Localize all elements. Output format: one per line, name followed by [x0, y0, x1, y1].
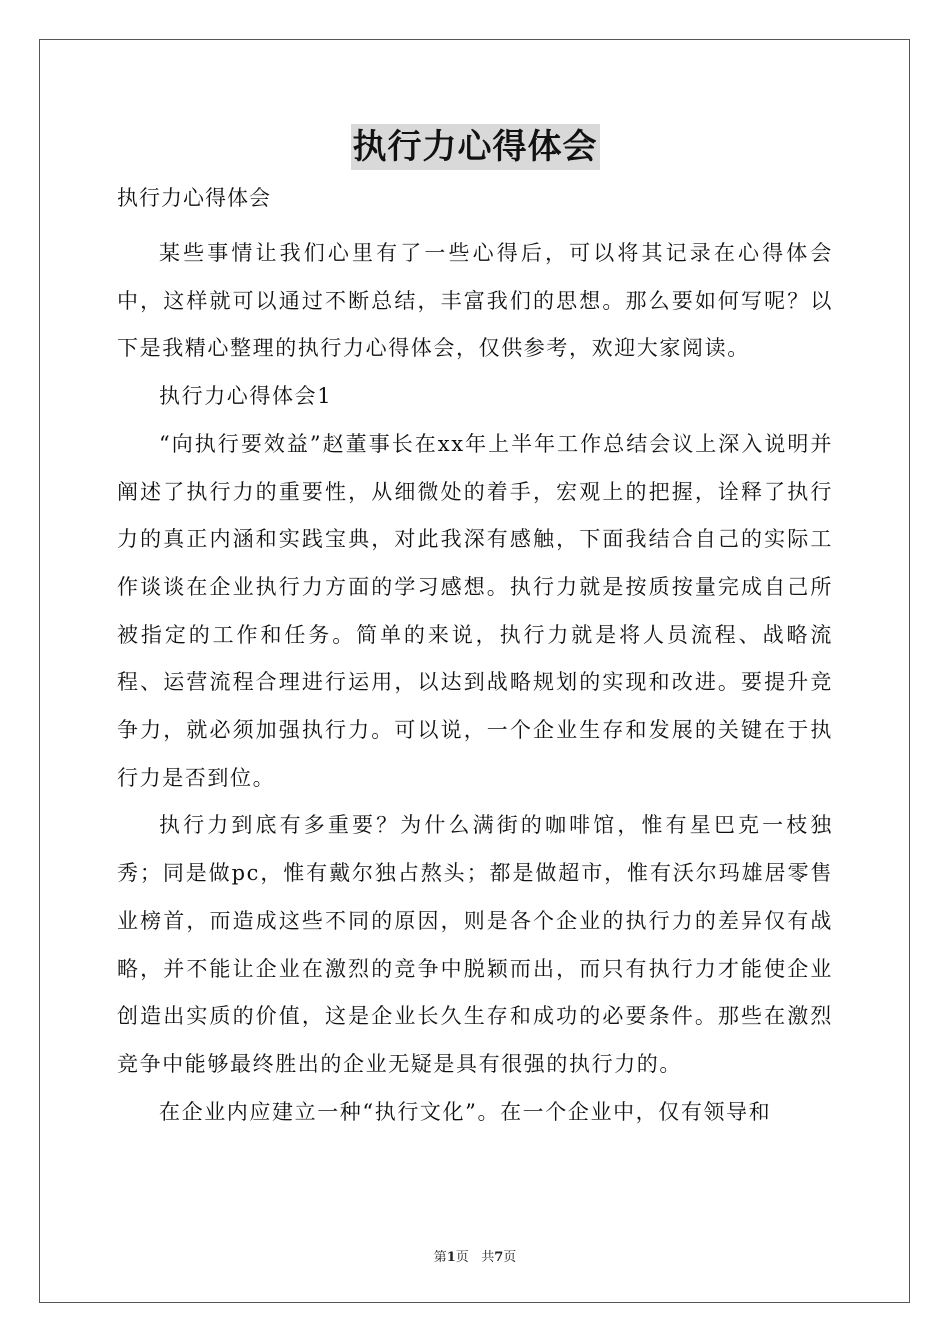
- document-title: 执行力心得体会: [351, 124, 600, 170]
- page-current: 1: [446, 1250, 456, 1265]
- total-suffix: 页: [503, 1250, 517, 1265]
- paragraph-1: “向执行要效益”赵董事长在xx年上半年工作总结会议上深入说明并阐述了执行力的重要性，从细微处的着手，宏观上的把握，诠释了执行力的真正内涵和实践宝典，对此我深有感触，下面我结合自己的实际工作谈谈在企业执行力方面的学习感想。执行力就是按质按量完成自己所被指定的工作和任务。简单的来说，执行力就是将人员流程、战略流程、运营流程合理进行运用，以达到战略规划的实现和改进。要提升竞争力，就必须加强执行力。可以说，一个企业生存和发展的关键在于执行力是否到位。: [117, 431, 833, 790]
- paragraph-3: 在企业内应建立一种“执行文化”。在一个企业中，仅有领导和: [159, 1099, 772, 1124]
- page-total: 7: [494, 1250, 504, 1265]
- paragraph-2: 执行力到底有多重要？为什么满街的咖啡馆，惟有星巴克一枝独秀；同是做pc，惟有戴尔独占熬头；都是做超市，惟有沃尔玛雄居零售业榜首，而造成这些不同的原因，则是各个企业的执行力的差异仅有战略，并不能让企业在激烈的竞争中脱颖而出，而只有执行力才能使企业创造出实质的价值，这是企业长久生存和成功的必要条件。那些在激烈竞争中能够最终胜出的企业无疑是具有很强的执行力的。: [117, 813, 833, 1076]
- document-subtitle: 执行力心得体会: [117, 186, 271, 210]
- page-footer: [0, 1246, 950, 1265]
- page-suffix: 页: [455, 1250, 469, 1265]
- document-body: [117, 230, 833, 1136]
- title-wrap: [0, 124, 950, 170]
- section-heading: 执行力心得体会1: [159, 384, 333, 409]
- total-prefix: 共: [481, 1250, 495, 1265]
- paragraph-intro: 某些事情让我们心里有了一些心得后，可以将其记录在心得体会中，这样就可以通过不断总结，丰富我们的思想。那么要如何写呢？以下是我精心整理的执行力心得体会，仅供参考，欢迎大家阅读。: [117, 241, 833, 361]
- page-prefix: 第: [433, 1250, 447, 1265]
